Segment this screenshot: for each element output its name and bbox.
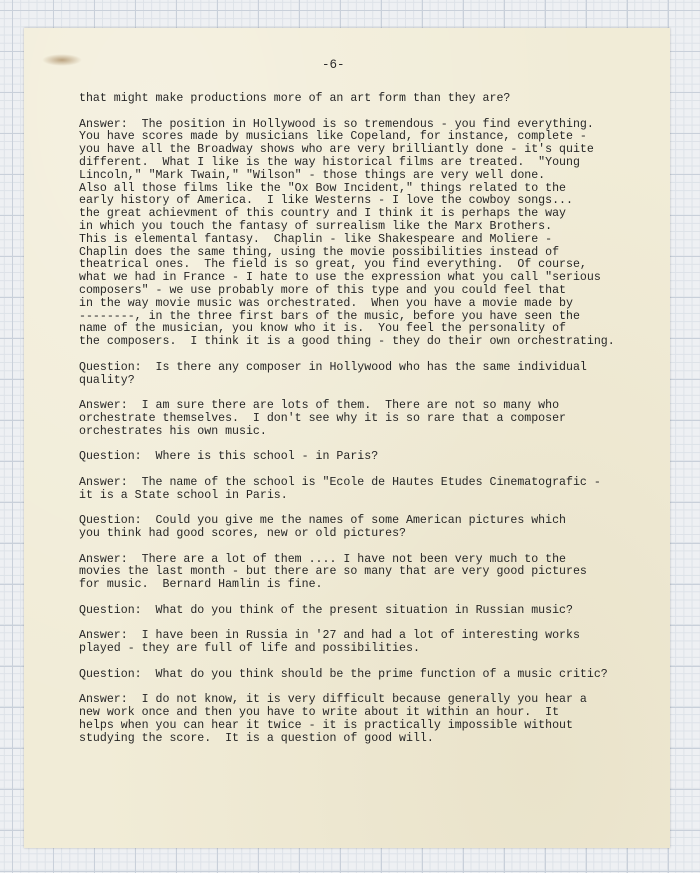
question-school: Question: Where is this school - in Paris? (79, 450, 379, 464)
page-number: -6- (322, 58, 345, 72)
question-music-critic: Question: What do you think should be the prime function of a music critic? (79, 667, 608, 681)
question-russian-music: Question: What do you think of the present situation in Russian music? (79, 603, 573, 617)
typewritten-page (24, 28, 670, 848)
answer-hollywood-composer: Answer: I am sure there are lots of them. There are not so many who orchestrate themselves. I don't see why it is so rare that a composer orchestrates his own music. (79, 399, 567, 438)
answer-american-pictures: Answer: There are a lot of them .... I have not been very much to the movies the last month - but there are so many that are very good pictures for music. Bernard Hamlin is fine. (79, 552, 587, 592)
paragraph-continuation: that might make productions more of an art form than they are? (79, 92, 511, 105)
answer-music-critic: Answer: I do not know, it is very difficult because generally you hear a new work once and then you have to write about it within an hour. It helps when you can hear it twice - it is practically impossible without studying the score. It is a question of good will. (79, 693, 587, 745)
answer-school: Answer: The name of the school is "Ecole de Hautes Etudes Cinematografic - it is a State school in Paris. (79, 475, 601, 502)
document-body (79, 93, 664, 758)
question-hollywood-composer: Question: Is there any composer in Hollywood who has the same individual quality? (79, 360, 587, 387)
answer-hollywood-position: Answer: The position in Hollywood is so tremendous - you find everything. You have scores made by musicians like Copeland, for instance, complete - you have all the Broadway shows who are very brilliantly done - it's quite different. What I like is the way historical films are treated. "Young Lincoln," "Mark Twain," "Wilson" - those things are very well done. Also all those films like the "Ox Bow Incident," things related to the early history of America. I like Westerns - I love the cowboy songs... the great achievment of this country and I think it is perhaps the way in which you touch the fantasy of surrealism like the Marx Brothers. This is elemental fantasy. Chaplin - like Shakespeare and Moliere - Chaplin does the same thing, using the movie possibilities instead of theatrical ones. The field is so great, you find everything. Of course, what we had in France - I hate to use the expression what you call "serious composers" - we use probably more of this type and you could feel that in the way movie music was orchestrated. When you have a movie made by --------, in the three first bars of the music, before you have seen the name of the musician, you know who it is. You feel the personality of the composers. I think it is a good thing - they do their own orchestrating. (79, 117, 615, 349)
paper-stain (42, 54, 82, 66)
question-american-pictures: Question: Could you give me the names of some American pictures which you think had good scores, new or old pictures? (79, 514, 567, 541)
answer-russian-music: Answer: I have been in Russia in '27 and had a lot of interesting works played - they are full of life and possibilities. (79, 629, 580, 656)
